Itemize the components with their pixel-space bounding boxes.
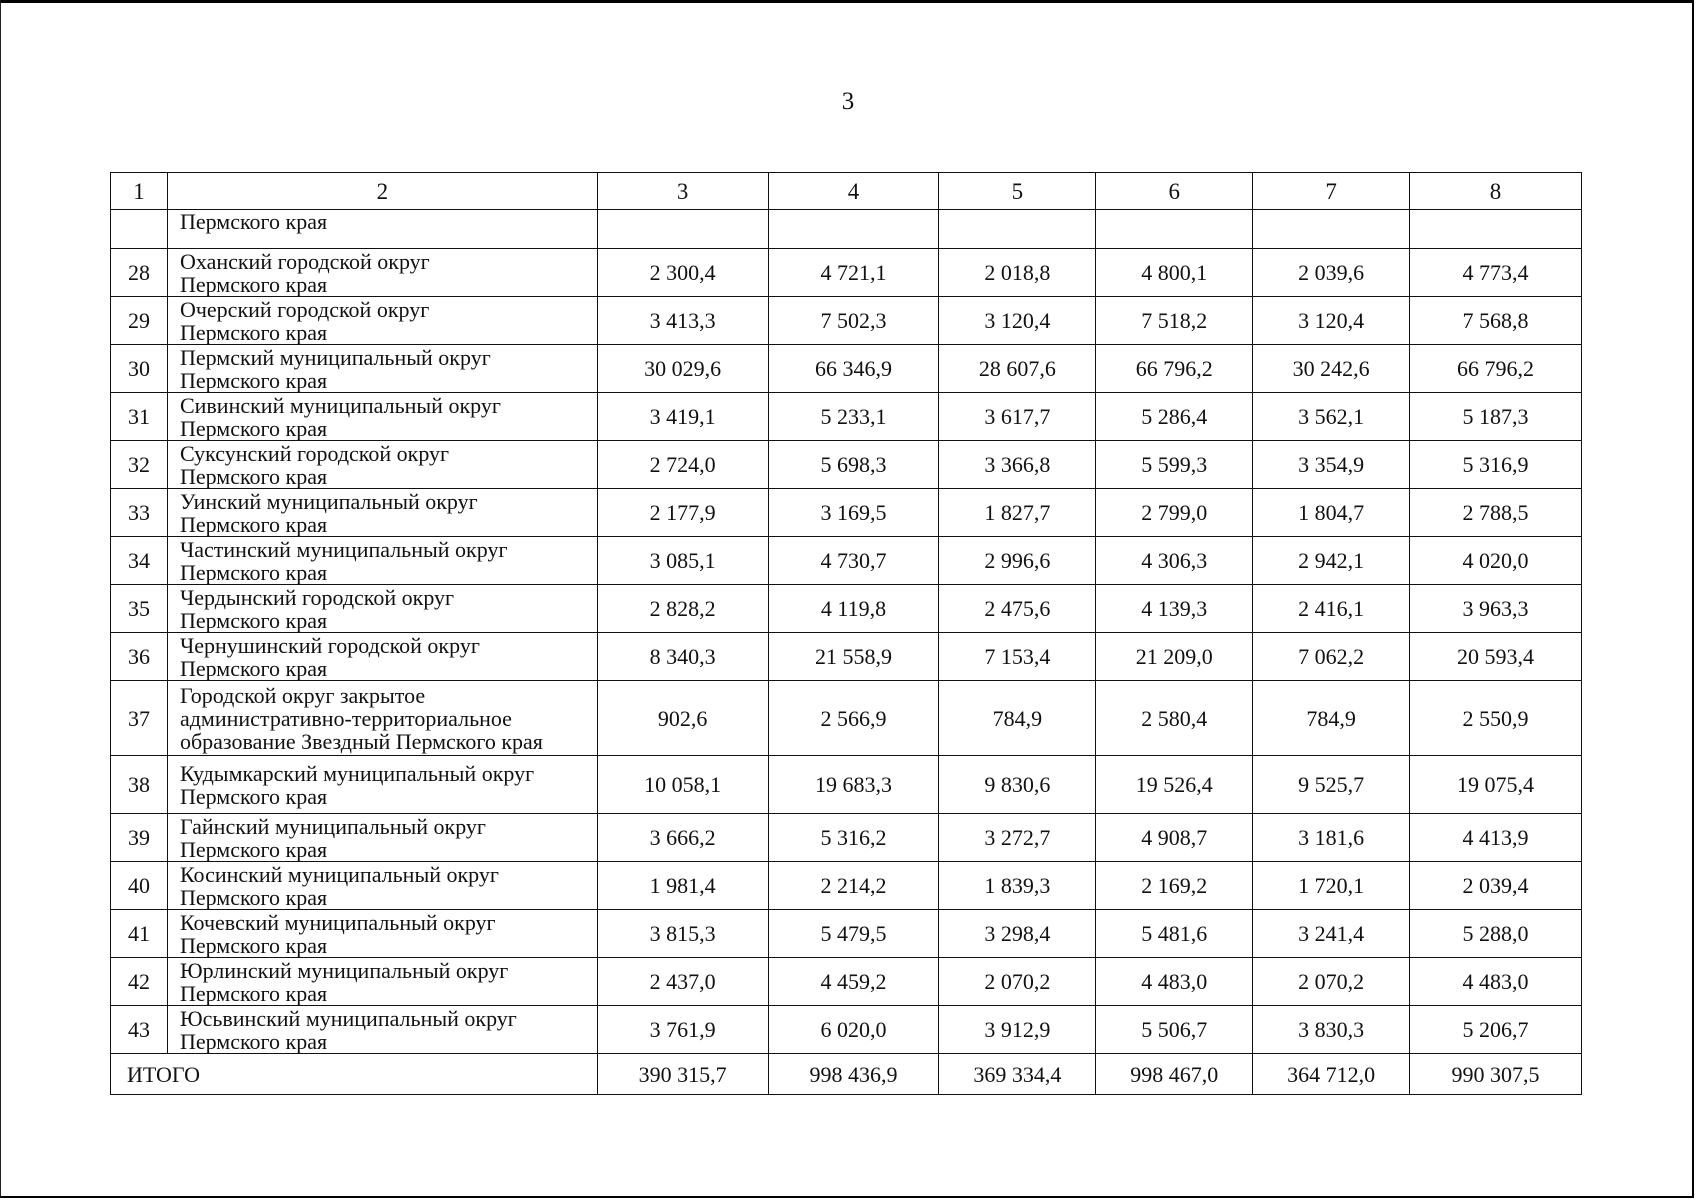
value-cell: 3 120,4 bbox=[1253, 297, 1410, 345]
total-value: 369 334,4 bbox=[939, 1054, 1096, 1095]
column-header: 2 bbox=[167, 173, 597, 210]
total-value: 364 712,0 bbox=[1253, 1054, 1410, 1095]
table-row bbox=[111, 345, 1582, 393]
value-cell: 19 075,4 bbox=[1410, 756, 1582, 814]
total-row bbox=[111, 1054, 1582, 1095]
value-cell: 3 761,9 bbox=[597, 1006, 768, 1054]
value-cell: 4 413,9 bbox=[1410, 814, 1582, 862]
value-cell: 1 981,4 bbox=[597, 862, 768, 910]
value-cell: 2 177,9 bbox=[597, 489, 768, 537]
value-cell: 2 070,2 bbox=[1253, 958, 1410, 1006]
value-cell: 2 828,2 bbox=[597, 585, 768, 633]
name-line: Пермского края bbox=[179, 1028, 328, 1054]
value-cell: 2 300,4 bbox=[597, 249, 768, 297]
value-cell: 2 070,2 bbox=[939, 958, 1096, 1006]
total-value: 998 436,9 bbox=[768, 1054, 939, 1095]
value-cell: 7 062,2 bbox=[1253, 633, 1410, 681]
name-line: Кудымкарский муниципальный округ bbox=[179, 760, 535, 786]
table-row bbox=[111, 441, 1582, 489]
value-cell: 3 830,3 bbox=[1253, 1006, 1410, 1054]
name-line: Юрлинский муниципальный округ bbox=[179, 957, 509, 983]
value-cell: 30 029,6 bbox=[597, 345, 768, 393]
value-cell: 4 139,3 bbox=[1096, 585, 1253, 633]
value-cell: 784,9 bbox=[1253, 681, 1410, 756]
name-line: Косинский муниципальный округ bbox=[179, 861, 499, 887]
name-line: Пермского края bbox=[179, 367, 328, 393]
name-line: Пермского края bbox=[179, 980, 328, 1006]
value-cell: 9 525,7 bbox=[1253, 756, 1410, 814]
value-cell: 4 730,7 bbox=[768, 537, 939, 585]
value-cell: 21 558,9 bbox=[768, 633, 939, 681]
table-row bbox=[111, 489, 1582, 537]
row-number-cell bbox=[111, 210, 168, 249]
table-row bbox=[111, 249, 1582, 297]
name-line: Очерский городской округ bbox=[179, 296, 430, 322]
value-cell: 9 830,6 bbox=[939, 756, 1096, 814]
value-cell: 5 481,6 bbox=[1096, 910, 1253, 958]
name-line: Пермского края bbox=[179, 271, 328, 297]
value-cell: 2 788,5 bbox=[1410, 489, 1582, 537]
name-line: Чернушинский городской округ bbox=[179, 632, 480, 658]
municipality-name bbox=[167, 489, 597, 537]
value-cell: 3 120,4 bbox=[939, 297, 1096, 345]
value-cell: 4 800,1 bbox=[1096, 249, 1253, 297]
name-line: образование Звездный Пермского края bbox=[179, 728, 543, 754]
value-cell: 3 413,3 bbox=[597, 297, 768, 345]
row-number: 42 bbox=[111, 958, 168, 1006]
row-number: 32 bbox=[111, 441, 168, 489]
value-cell: 28 607,6 bbox=[939, 345, 1096, 393]
value-cell: 2 169,2 bbox=[1096, 862, 1253, 910]
value-cell: 4 483,0 bbox=[1096, 958, 1253, 1006]
value-cell: 30 242,6 bbox=[1253, 345, 1410, 393]
value-cell: 4 483,0 bbox=[1410, 958, 1582, 1006]
name-line: Частинский муниципальный округ bbox=[179, 536, 508, 562]
row-number: 33 bbox=[111, 489, 168, 537]
value-cell: 5 479,5 bbox=[768, 910, 939, 958]
header-row bbox=[111, 173, 1582, 210]
row-number: 30 bbox=[111, 345, 168, 393]
total-value: 990 307,5 bbox=[1410, 1054, 1582, 1095]
value-cell: 2 799,0 bbox=[1096, 489, 1253, 537]
value-cell: 3 241,4 bbox=[1253, 910, 1410, 958]
value-cell: 4 306,3 bbox=[1096, 537, 1253, 585]
value-cell: 66 346,9 bbox=[768, 345, 939, 393]
value-cell: 5 698,3 bbox=[768, 441, 939, 489]
total-value: 390 315,7 bbox=[597, 1054, 768, 1095]
table-row bbox=[111, 633, 1582, 681]
value-cell: 2 214,2 bbox=[768, 862, 939, 910]
continuation-row bbox=[111, 210, 1582, 249]
value-cell: 5 187,3 bbox=[1410, 393, 1582, 441]
value-cell: 10 058,1 bbox=[597, 756, 768, 814]
name-line: Пермского края bbox=[179, 511, 328, 537]
value-cell: 7 518,2 bbox=[1096, 297, 1253, 345]
row-number: 38 bbox=[111, 756, 168, 814]
value-cell: 784,9 bbox=[939, 681, 1096, 756]
value-cell bbox=[939, 210, 1096, 249]
table-row bbox=[111, 910, 1582, 958]
municipality-name bbox=[167, 681, 597, 756]
row-number: 39 bbox=[111, 814, 168, 862]
total-label: ИТОГО bbox=[111, 1054, 598, 1095]
municipality-name bbox=[167, 297, 597, 345]
name-line: Чердынский городской округ bbox=[179, 584, 455, 610]
row-number: 43 bbox=[111, 1006, 168, 1054]
value-cell: 8 340,3 bbox=[597, 633, 768, 681]
name-line: Пермский муниципальный округ bbox=[179, 344, 491, 370]
value-cell: 3 562,1 bbox=[1253, 393, 1410, 441]
table-row bbox=[111, 537, 1582, 585]
table-row bbox=[111, 958, 1582, 1006]
value-cell: 2 996,6 bbox=[939, 537, 1096, 585]
municipality-name bbox=[167, 814, 597, 862]
value-cell: 4 020,0 bbox=[1410, 537, 1582, 585]
municipality-name bbox=[167, 756, 597, 814]
value-cell: 2 416,1 bbox=[1253, 585, 1410, 633]
column-header: 8 bbox=[1410, 173, 1582, 210]
value-cell: 2 475,6 bbox=[939, 585, 1096, 633]
column-header: 6 bbox=[1096, 173, 1253, 210]
name-line: Пермского края bbox=[179, 783, 328, 809]
name-line: Гайнский муниципальный округ bbox=[179, 813, 486, 839]
value-cell bbox=[1410, 210, 1582, 249]
name-line: Пермского края bbox=[179, 932, 328, 958]
name-line: Суксунский городской округ bbox=[179, 440, 450, 466]
value-cell: 3 912,9 bbox=[939, 1006, 1096, 1054]
municipality-name bbox=[167, 1006, 597, 1054]
name-line: Городской округ закрытое bbox=[179, 682, 426, 708]
municipality-name bbox=[167, 633, 597, 681]
municipality-name bbox=[167, 441, 597, 489]
table-row bbox=[111, 297, 1582, 345]
value-cell: 5 233,1 bbox=[768, 393, 939, 441]
column-header: 3 bbox=[597, 173, 768, 210]
value-cell: 1 804,7 bbox=[1253, 489, 1410, 537]
column-header: 1 bbox=[111, 173, 168, 210]
value-cell: 3 419,1 bbox=[597, 393, 768, 441]
value-cell: 2 580,4 bbox=[1096, 681, 1253, 756]
row-number: 35 bbox=[111, 585, 168, 633]
table-row bbox=[111, 814, 1582, 862]
value-cell: 7 153,4 bbox=[939, 633, 1096, 681]
table-row bbox=[111, 1006, 1582, 1054]
value-cell: 2 566,9 bbox=[768, 681, 939, 756]
value-cell: 3 085,1 bbox=[597, 537, 768, 585]
municipality-name bbox=[167, 345, 597, 393]
value-cell: 3 181,6 bbox=[1253, 814, 1410, 862]
row-number: 36 bbox=[111, 633, 168, 681]
municipality-name bbox=[167, 958, 597, 1006]
row-number: 37 bbox=[111, 681, 168, 756]
value-cell: 6 020,0 bbox=[768, 1006, 939, 1054]
name-line: Оханский городской округ bbox=[179, 248, 430, 274]
value-cell: 4 119,8 bbox=[768, 585, 939, 633]
row-number: 29 bbox=[111, 297, 168, 345]
name-line: Уинский муниципальный округ bbox=[179, 488, 478, 514]
value-cell: 3 298,4 bbox=[939, 910, 1096, 958]
value-cell: 5 286,4 bbox=[1096, 393, 1253, 441]
value-cell: 2 437,0 bbox=[597, 958, 768, 1006]
value-cell: 5 599,3 bbox=[1096, 441, 1253, 489]
name-line: Юсьвинский муниципальный округ bbox=[179, 1005, 517, 1031]
value-cell: 7 502,3 bbox=[768, 297, 939, 345]
value-cell: 2 724,0 bbox=[597, 441, 768, 489]
table-row bbox=[111, 585, 1582, 633]
value-cell: 4 459,2 bbox=[768, 958, 939, 1006]
value-cell: 4 721,1 bbox=[768, 249, 939, 297]
value-cell: 7 568,8 bbox=[1410, 297, 1582, 345]
name-line: Пермского края bbox=[179, 415, 328, 441]
value-cell: 3 815,3 bbox=[597, 910, 768, 958]
value-cell: 4 908,7 bbox=[1096, 814, 1253, 862]
municipality-name bbox=[167, 537, 597, 585]
value-cell: 2 039,6 bbox=[1253, 249, 1410, 297]
value-cell: 2 942,1 bbox=[1253, 537, 1410, 585]
value-cell: 19 526,4 bbox=[1096, 756, 1253, 814]
value-cell: 5 288,0 bbox=[1410, 910, 1582, 958]
value-cell: 1 720,1 bbox=[1253, 862, 1410, 910]
municipality-name bbox=[167, 910, 597, 958]
column-header: 7 bbox=[1253, 173, 1410, 210]
municipality-name bbox=[167, 862, 597, 910]
name-line: Пермского края bbox=[179, 607, 328, 633]
value-cell: 5 316,9 bbox=[1410, 441, 1582, 489]
column-header: 5 bbox=[939, 173, 1096, 210]
row-number: 28 bbox=[111, 249, 168, 297]
page-number: 3 bbox=[841, 88, 855, 115]
value-cell: 66 796,2 bbox=[1096, 345, 1253, 393]
value-cell bbox=[597, 210, 768, 249]
value-cell: 1 827,7 bbox=[939, 489, 1096, 537]
total-value: 998 467,0 bbox=[1096, 1054, 1253, 1095]
municipality-name bbox=[167, 585, 597, 633]
value-cell bbox=[1096, 210, 1253, 249]
value-cell: 19 683,3 bbox=[768, 756, 939, 814]
table-row bbox=[111, 756, 1582, 814]
value-cell: 3 666,2 bbox=[597, 814, 768, 862]
row-number: 34 bbox=[111, 537, 168, 585]
table-row bbox=[111, 681, 1582, 756]
value-cell: 2 039,4 bbox=[1410, 862, 1582, 910]
value-cell: 3 272,7 bbox=[939, 814, 1096, 862]
value-cell: 21 209,0 bbox=[1096, 633, 1253, 681]
name-line: Сивинский муниципальный округ bbox=[179, 392, 501, 418]
table-row bbox=[111, 393, 1582, 441]
name-line: Пермского края bbox=[179, 836, 328, 862]
column-header: 4 bbox=[768, 173, 939, 210]
value-cell: 3 617,7 bbox=[939, 393, 1096, 441]
value-cell: 3 169,5 bbox=[768, 489, 939, 537]
name-line: Пермского края bbox=[179, 559, 328, 585]
value-cell: 1 839,3 bbox=[939, 862, 1096, 910]
value-cell: 2 018,8 bbox=[939, 249, 1096, 297]
data-table bbox=[110, 172, 1582, 1095]
value-cell: 5 506,7 bbox=[1096, 1006, 1253, 1054]
value-cell: 5 316,2 bbox=[768, 814, 939, 862]
municipality-name bbox=[167, 249, 597, 297]
value-cell: 4 773,4 bbox=[1410, 249, 1582, 297]
name-line: административно-территориальное bbox=[179, 705, 512, 731]
value-cell: 66 796,2 bbox=[1410, 345, 1582, 393]
value-cell: 3 963,3 bbox=[1410, 585, 1582, 633]
municipality-name bbox=[167, 393, 597, 441]
value-cell bbox=[1253, 210, 1410, 249]
value-cell bbox=[768, 210, 939, 249]
name-line: Кочевский муниципальный округ bbox=[179, 909, 496, 935]
row-number: 31 bbox=[111, 393, 168, 441]
value-cell: 5 206,7 bbox=[1410, 1006, 1582, 1054]
value-cell: 3 354,9 bbox=[1253, 441, 1410, 489]
continuation-text: Пермского края bbox=[167, 210, 597, 249]
value-cell: 3 366,8 bbox=[939, 441, 1096, 489]
name-line: Пермского края bbox=[179, 655, 328, 681]
name-line: Пермского края bbox=[179, 884, 328, 910]
name-line: Пермского края bbox=[179, 463, 328, 489]
value-cell: 2 550,9 bbox=[1410, 681, 1582, 756]
value-cell: 20 593,4 bbox=[1410, 633, 1582, 681]
name-line: Пермского края bbox=[179, 319, 328, 345]
row-number: 40 bbox=[111, 862, 168, 910]
table-row bbox=[111, 862, 1582, 910]
row-number: 41 bbox=[111, 910, 168, 958]
value-cell: 902,6 bbox=[597, 681, 768, 756]
